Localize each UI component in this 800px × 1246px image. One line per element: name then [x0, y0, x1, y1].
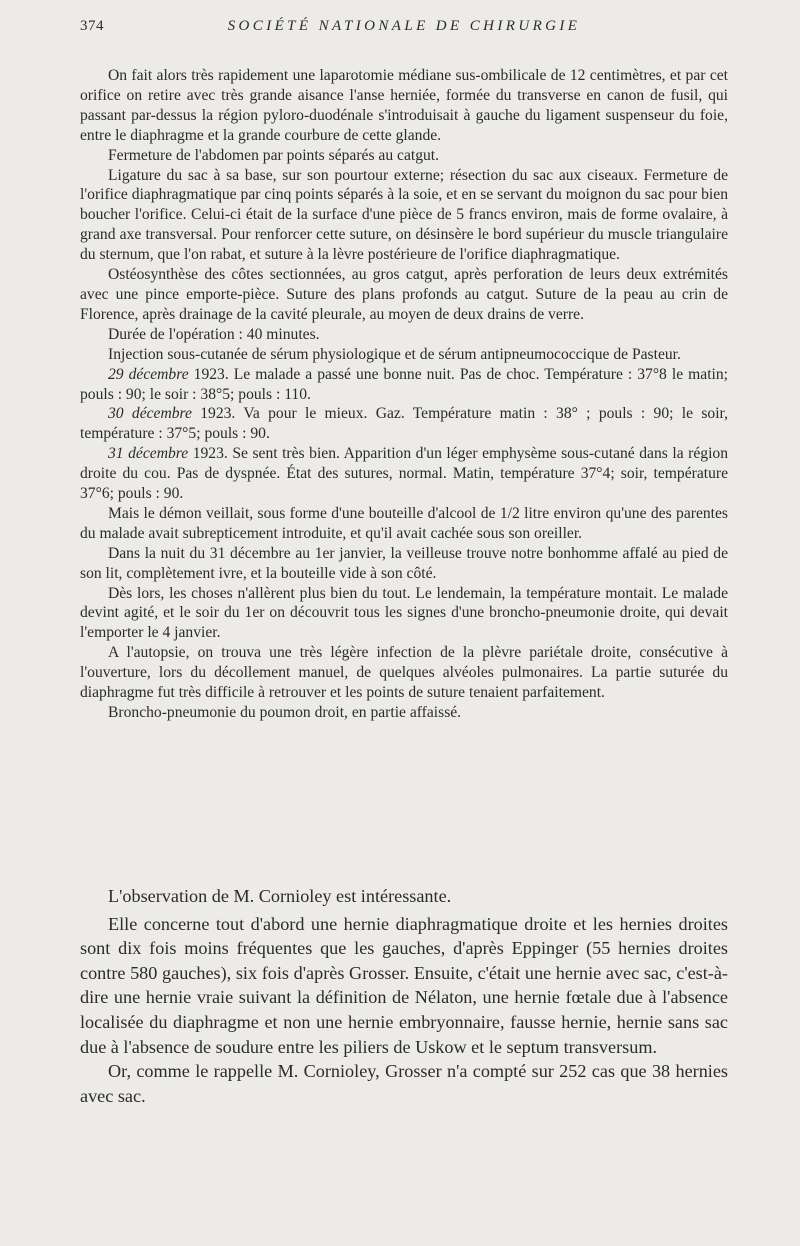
observation-paragraph: [80, 404, 728, 444]
commentary-lead: L'observation de M. Cornioley est intéressante.: [108, 886, 452, 906]
page-number: 374: [80, 18, 104, 34]
paragraph-text: Mais le démon veillait, sous forme d'une bouteille d'alcool de 1/2 litre environ qu'une des parentes du malade avait subrepticement introduite, et qu'il avait cachée sous son oreiller.: [80, 504, 728, 542]
observation-paragraph: [80, 66, 728, 146]
observation-paragraph: [80, 544, 728, 584]
observation-paragraph: [80, 643, 728, 703]
observation-paragraph: [80, 444, 728, 504]
paragraph-text: Injection sous-cutanée de sérum physiologique et de sérum antipneumococcique de Pasteur.: [108, 345, 681, 363]
paragraph-text: 1923. Va pour le mieux. Gaz. Température matin : 38° ; pouls : 90; le soir, température : 37°5; pouls : 90.: [80, 405, 728, 443]
observation-paragraph: [80, 703, 728, 723]
entry-date: 29 décembre: [108, 365, 189, 383]
paragraph-text: Ligature du sac à sa base, sur son pourtour externe; résection du sac aux ciseaux. Fermeture de l'orifice diaphragmatique par cinq points séparés à la soie, et en se servant du moignon du sac pour bien boucher l'orifice. Celui-ci était de la surface d'une pièce de 5 francs environ, mais de forme ovalaire, à grand axe transversal. Pour renforcer cette suture, on désinsère le bord supérieur du muscle triangulaire du sternum, que l'on rabat, et suture à la lèvre postérieure de l'orifice diaphragmatique.: [80, 166, 728, 264]
commentary-paragraph: Elle concerne tout d'abord une hernie diaphragmatique droite et les hernies droites sont dix fois moins fréquentes que les gauches, d'après Eppinger (55 hernies droites contre 580 gauches), six fois d'après Grosser. Ensuite, c'était une hernie avec sac, c'est-à-dire une hernie vraie suivant la définition de Nélaton, une hernie fœtale due à l'absence localisée du diaphragme et non une hernie embryonnaire, fausse hernie, hernie sans sac due à l'absence de soudure entre les piliers de Uskow et le septum transversum.: [80, 913, 728, 1057]
paragraph-text: 1923. Le malade a passé une bonne nuit. Pas de choc. Température : 37°8 le matin; pouls : 90; le soir : 38°5; pouls : 110.: [80, 365, 728, 403]
observation-paragraph: [80, 166, 728, 266]
observation-paragraph: [80, 325, 728, 345]
paragraph-text: 1923. Se sent très bien. Apparition d'un léger emphysème sous-cutané dans la région droite du cou. Pas de dyspnée. État des sutures, normal. Matin, température 37°4; soir, température 37°6; pouls : 90.: [80, 445, 729, 503]
observation-paragraph: [80, 265, 728, 325]
observation-paragraph: [80, 146, 728, 166]
observation-paragraph: [80, 584, 728, 644]
paragraph-text: Broncho-pneumonie du poumon droit, en partie affaissé.: [108, 704, 462, 721]
entry-date: 30 décembre: [108, 405, 192, 423]
journal-title: SOCIÉTÉ NATIONALE DE CHIRURGIE: [227, 18, 581, 34]
commentary-paragraph: Or, comme le rappelle M. Cornioley, Grosser n'a compté sur 252 cas que 38 hernies avec sac.: [80, 1061, 728, 1106]
paragraph-text: Fermeture de l'abdomen par points séparés au catgut.: [108, 146, 440, 164]
observation-paragraph: [80, 504, 728, 544]
entry-date: 31 décembre: [108, 445, 189, 463]
paragraph-text: Durée de l'opération : 40 minutes.: [108, 325, 320, 343]
paragraph-text: Ostéosynthèse des côtes sectionnées, au gros catgut, après perforation de leurs deux extrémités avec une pince emporte-pièce. Suture des plans profonds au catgut. Suture de la peau au crin de Florence, après drainage de la cavité pleurale, au moyen de deux drains de verre.: [80, 266, 728, 323]
paragraph-text: Dès lors, les choses n'allèrent plus bien du tout. Le lendemain, la température montait. Le malade devint agité, et le soir du 1er on découvrit tous les signes d'une broncho-pneumonie droite, qui devait l'emporter le 4 janvier.: [80, 584, 728, 642]
observation-paragraph: [80, 365, 728, 405]
running-header: [80, 18, 728, 42]
commentary-section: [80, 884, 728, 1108]
paragraph-text: On fait alors très rapidement une laparotomie médiane sus-ombilicale de 12 centimètres, et par cet orifice on retire avec très grande aisance l'anse herniée, formée du transverse en canon de fusil, qui passant par-dessus la région pyloro-duodénale s'introduisait à gauche du ligament suspenseur du foie, entre le diaphragme et la grande courbure de cette glande.: [80, 67, 728, 144]
observation-paragraph: [80, 345, 728, 365]
paragraph-text: A l'autopsie, on trouva une très légère infection de la plèvre pariétale droite, consécutive à l'ouverture, lors du décollement manuel, de quelques alvéoles pulmonaires. La partie suturée du diaphragme fut très difficile à retrouver et les points de suture tenaient parfaitement.: [80, 644, 728, 702]
paragraph-text: Dans la nuit du 31 décembre au 1er janvier, la veilleuse trouve notre bonhomme affalé au pied de son lit, complètement ivre, et la bouteille vide à son côté.: [80, 544, 728, 582]
observation-section: [80, 66, 728, 723]
